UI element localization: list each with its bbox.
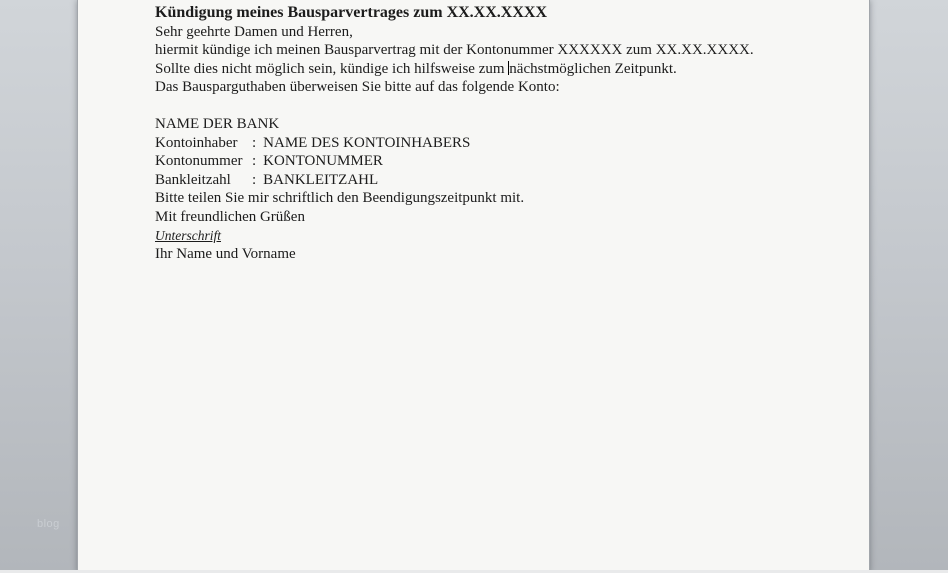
bank-row-label: Kontoinhaber (155, 134, 238, 151)
bank-row-separator: : (252, 153, 257, 170)
bank-row-label: Kontonummer (155, 153, 243, 170)
signature-label: Unterschrift (155, 227, 221, 243)
signature-name: Ihr Name und Vorname (155, 246, 296, 263)
bank-row-value: KONTONUMMER (263, 153, 383, 170)
bank-row-value: BANKLEITZAHL (263, 171, 379, 188)
document-page (77, 0, 870, 573)
letter-subject: Kündigung meines Bausparvertrages zum XX.XX.XXXX (155, 4, 548, 21)
letter-salutation: Sehr geehrte Damen und Herren, (155, 23, 353, 40)
bank-row-kontoinhaber (155, 134, 801, 153)
fallback-line-before-cursor: Sollte dies nicht möglich sein, kündige ich hilfsweise zum (155, 60, 509, 77)
bank-row-kontonummer (155, 152, 801, 171)
bank-row-label: Bankleitzahl (155, 171, 231, 188)
fallback-line-after-cursor: nächstmöglichen Zeitpunkt. (509, 60, 677, 77)
bank-row-separator: : (252, 171, 257, 188)
bank-row-value: NAME DES KONTOINHABERS (263, 134, 471, 151)
bank-name: NAME DER BANK (155, 115, 280, 132)
termination-paragraph (155, 41, 801, 78)
closing-line: Mit freundlichen Grüßen (155, 208, 305, 225)
watermark: blog (37, 518, 60, 530)
request-line: Bitte teilen Sie mir schriftlich den Beendigungszeitpunkt mit. (155, 190, 525, 207)
bank-details (155, 115, 801, 189)
document-edit-area[interactable] (78, 0, 869, 573)
bank-row-separator: : (252, 134, 257, 151)
bank-row-bankleitzahl (155, 171, 801, 190)
transfer-line: Das Bausparguthaben überweisen Sie bitte auf das folgende Konto: (155, 79, 560, 96)
termination-line: hiermit kündige ich meinen Bausparvertrag mit der Kontonummer XXXXXX zum XX.XX.XXXX. (155, 42, 754, 59)
